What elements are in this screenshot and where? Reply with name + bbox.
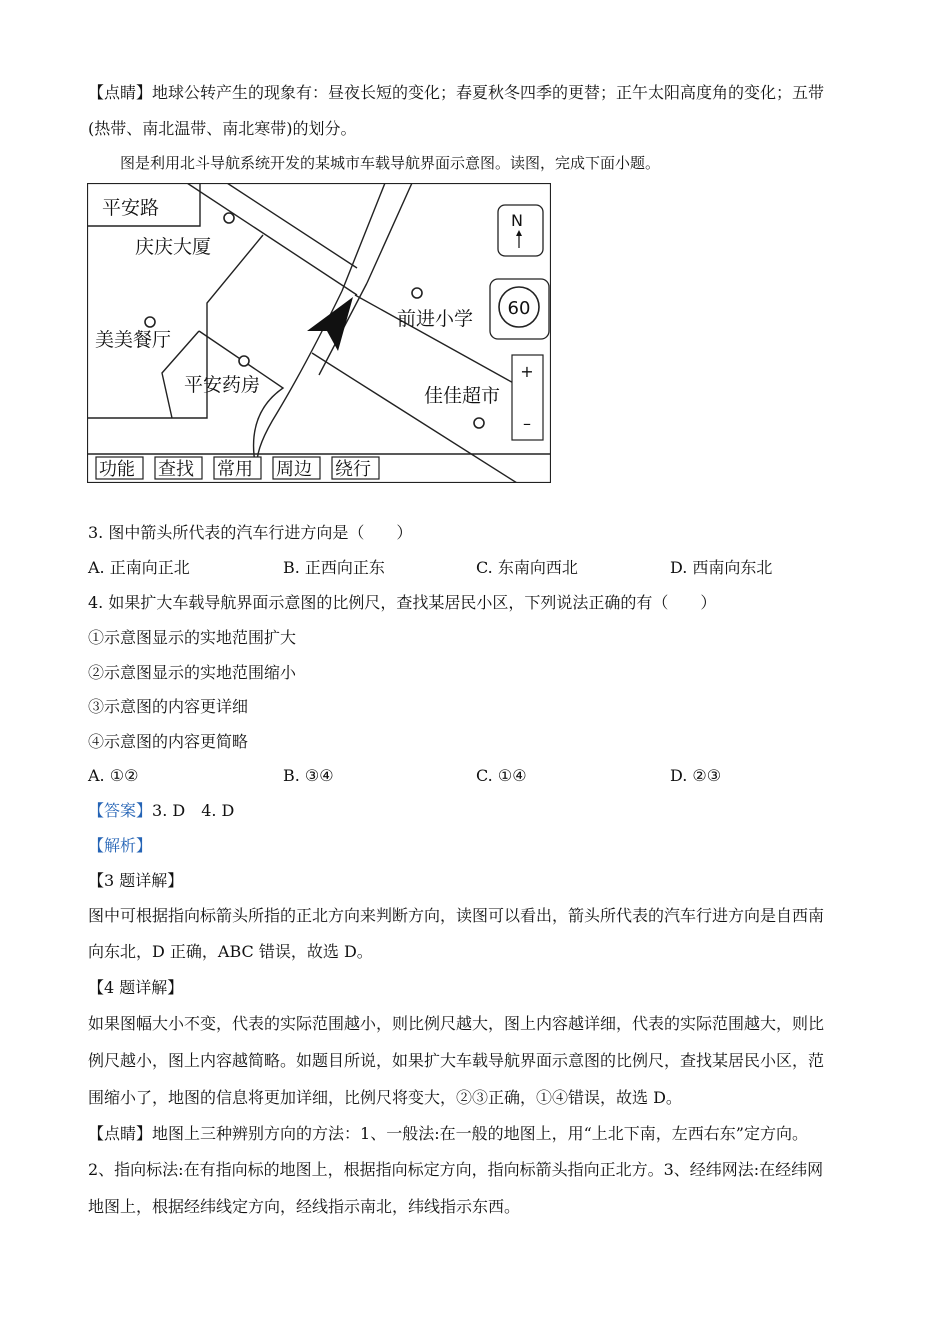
q4-item-4: ④示意图的内容更简略 — [88, 732, 249, 751]
q4-detail-label: 【4 题详解】 — [88, 978, 184, 997]
q3-detail-line-1: 图中可根据指向标箭头所指的正北方向来判断方向，读图可以看出，箭头所代表的汽车行进方向是自西南 — [88, 906, 825, 925]
q4-detail-line-2: 例尺越小，图上内容越简略。如题目所说，如果扩大车载导航界面示意图的比例尺，查找某居民小区，范 — [88, 1051, 825, 1070]
figure-caption: 图是利用北斗导航系统开发的某城市车载导航界面示意图。读图，完成下面小题。 — [120, 154, 661, 172]
place-label-market: 佳佳超市 — [424, 385, 501, 407]
place-marker-icon — [412, 288, 422, 298]
north-indicator — [498, 205, 543, 256]
north-label: N — [511, 211, 523, 230]
road-name-label: 平安路 — [102, 197, 160, 219]
answer-label: 【答案】 — [88, 801, 153, 820]
q4-option-c: C. ①④ — [476, 766, 527, 785]
q4-detail-line-1: 如果图幅大小不变，代表的实际范围越小，则比例尺越大，图上内容越详细，代表的实际范围越大，则比 — [88, 1014, 825, 1033]
place-marker-icon — [145, 317, 155, 327]
intro-tip-line-1: 【点睛】地球公转产生的现象有：昼夜长短的变化；春夏秋冬四季的更替；正午太阳高度角的变化；五带 — [88, 83, 825, 102]
zoom-out-button[interactable]: – — [523, 414, 531, 433]
final-tip-line-2: 2、指向标法:在有指向标的地图上，根据指向标定方向，指向标箭头指向正北方。3、经纬网法:在经纬网 — [88, 1160, 824, 1179]
q4-option-d: D. ②③ — [670, 766, 722, 785]
toolbar-button-frequent[interactable]: 常用 — [217, 459, 253, 480]
navigation-map — [87, 183, 551, 483]
final-tip-label: 【点睛】 — [88, 1124, 153, 1143]
speed-limit-value: 60 — [507, 298, 531, 319]
q4-detail-line-3: 围缩小了，地图的信息将更加详细，比例尺将变大，②③正确，①④错误，故选 D。 — [88, 1088, 682, 1107]
place-marker-icon — [239, 356, 249, 366]
q3-option-d: D. 西南向东北 — [670, 558, 773, 577]
toolbar-button-detour[interactable]: 绕行 — [335, 459, 371, 480]
q4-option-b: B. ③④ — [283, 766, 334, 785]
zoom-control[interactable] — [512, 355, 543, 440]
analysis-label: 【解析】 — [88, 836, 153, 855]
q3-stem: 3. 图中箭头所代表的汽车行进方向是（ ） — [88, 523, 413, 542]
toolbar-button-function[interactable]: 功能 — [99, 459, 135, 480]
answer-text: 3. D 4. D — [152, 801, 235, 820]
zoom-in-button[interactable]: + — [520, 362, 534, 381]
place-marker-icon — [224, 213, 234, 223]
final-tip-line-1: 【点睛】地图上三种辨别方向的方法：1、一般法:在一般的地图上，用“上北下南，左西右东”定方向。 — [88, 1124, 808, 1143]
place-label-school: 前进小学 — [397, 308, 474, 330]
q3-option-a: A. 正南向正北 — [88, 558, 190, 577]
q3-option-b: B. 正西向正东 — [283, 558, 385, 577]
toolbar-button-search[interactable]: 查找 — [158, 459, 194, 480]
q4-item-2: ②示意图显示的实地范围缩小 — [88, 663, 297, 682]
intro-tip-line-2: (热带、南北温带、南北寒带)的划分。 — [88, 119, 357, 138]
intro-tip-label: 【点睛】 — [88, 83, 153, 102]
place-label-qingqing: 庆庆大厦 — [135, 236, 212, 258]
q4-stem: 4. 如果扩大车载导航界面示意图的比例尺，查找某居民小区，下列说法正确的有（ ） — [88, 593, 717, 612]
q3-detail-line-2: 向东北，D 正确，ABC 错误，故选 D。 — [88, 942, 373, 961]
q3-detail-label: 【3 题详解】 — [88, 871, 184, 890]
place-marker-icon — [474, 418, 484, 428]
answer-line — [88, 800, 234, 822]
toolbar-button-nearby[interactable]: 周边 — [276, 459, 312, 480]
q4-item-3: ③示意图的内容更详细 — [88, 697, 249, 716]
final-tip-line-3: 地图上，根据经纬线定方向，经线指示南北，纬线指示东西。 — [88, 1197, 521, 1216]
place-label-meimei: 美美餐厅 — [95, 329, 172, 351]
q4-option-a: A. ①② — [88, 766, 139, 785]
speed-limit-sign — [490, 279, 549, 339]
q3-option-c: C. 东南向西北 — [476, 558, 578, 577]
place-label-pharmacy: 平安药房 — [184, 374, 261, 396]
q4-item-1: ①示意图显示的实地范围扩大 — [88, 628, 297, 647]
